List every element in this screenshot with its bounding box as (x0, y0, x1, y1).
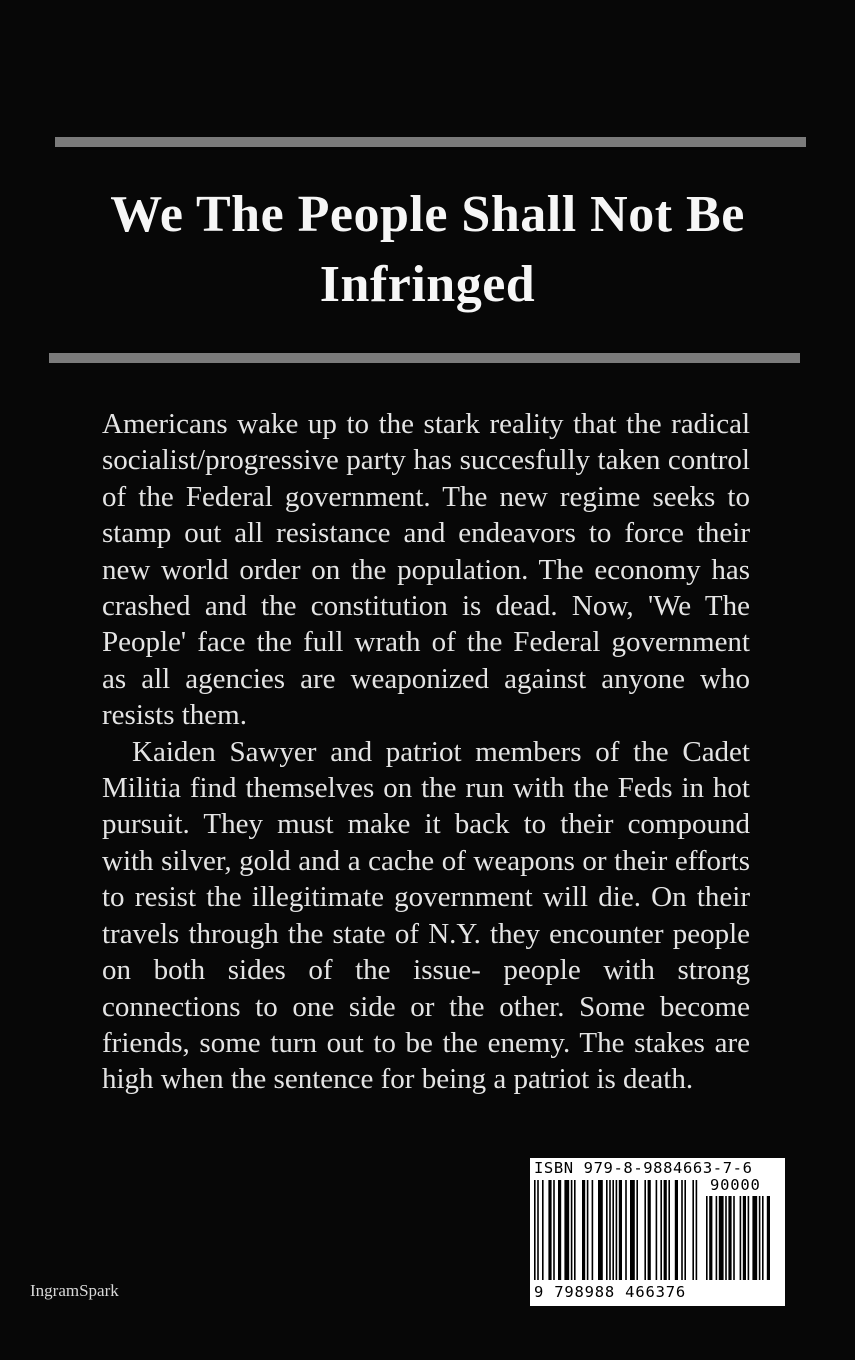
barcode-bar (716, 1196, 718, 1280)
barcode-bar (664, 1180, 667, 1280)
barcode-bar (759, 1196, 761, 1280)
barcode-bar (553, 1180, 555, 1280)
barcode-bar (725, 1196, 727, 1280)
blurb-paragraph: Kaiden Sawyer and patriot members of the Cadet Militia find themselves on the run with the Feds in hot pursuit. They must make it back to their compound with silver, gold and a cache of weapons or their efforts to resist the illegitimate government will die. On their travels through the state of N.Y. they encounter people on both sides of the issue- people with strong connections to one side or the other. Some become friends, some turn out to be the enemy. The stakes are high when the sentence for being a patriot is death. (102, 735, 750, 1096)
barcode-bar (733, 1196, 735, 1280)
ean-barcode-bars (534, 1180, 702, 1284)
barcode-bar (709, 1196, 712, 1280)
bottom-divider-rule (49, 353, 800, 363)
barcode-bar (587, 1180, 589, 1280)
barcode-bar (719, 1196, 724, 1280)
barcode-bar (684, 1180, 686, 1280)
barcode-bar (606, 1180, 608, 1280)
isbn-barcode (530, 1158, 785, 1306)
barcode-bar (548, 1180, 551, 1280)
barcode-bar (616, 1180, 618, 1280)
barcode-bar (574, 1180, 576, 1280)
barcode-bar (692, 1180, 694, 1280)
isbn-label: ISBN 979-8-9884663-7-6 (534, 1159, 753, 1177)
blurb-paragraph: Americans wake up to the stark reality that the radical socialist/progressive party has succesfully taken control of the Federal government. The new regime seeks to stamp out all resistance and endeavors to force their new world order on the population. The economy has crashed and the constitution is dead. Now, 'We The People' face the full wrath of the Federal government as all agencies are weaponized against anyone who resists them. (102, 408, 750, 732)
barcode-bar (609, 1180, 611, 1280)
barcode-bar (625, 1180, 627, 1280)
barcode-bar (558, 1180, 561, 1280)
barcode-bar (598, 1180, 603, 1280)
barcode-bar (592, 1180, 594, 1280)
barcode-bar (681, 1180, 683, 1280)
barcode-bar (767, 1196, 770, 1280)
barcode-bar (696, 1180, 698, 1280)
barcode-bar (748, 1196, 750, 1280)
barcode-bar (743, 1196, 746, 1280)
barcode-bar (660, 1180, 662, 1280)
barcode-bar (630, 1180, 635, 1280)
barcode-bar (619, 1180, 622, 1280)
barcode-bar (728, 1196, 731, 1280)
barcode-bar (534, 1180, 536, 1280)
ean-digits: 9 798988 466376 (534, 1283, 686, 1301)
barcode-bar (706, 1196, 708, 1280)
barcode-bar (542, 1180, 544, 1280)
barcode-bar (644, 1180, 646, 1280)
publisher-name: IngramSpark (30, 1281, 119, 1300)
barcode-bar (582, 1180, 585, 1280)
barcode-bar (762, 1196, 764, 1280)
book-blurb (102, 406, 750, 1098)
addon-barcode-bars (706, 1196, 778, 1300)
barcode-bar (564, 1180, 569, 1280)
barcode-bar (648, 1180, 651, 1280)
barcode-bar (752, 1196, 757, 1280)
top-divider-rule (55, 137, 806, 147)
book-title: We The People Shall Not Be Infringed (110, 186, 745, 313)
price-code: 90000 (710, 1176, 761, 1194)
barcode-bar (537, 1180, 539, 1280)
barcode-bar (740, 1196, 742, 1280)
barcode-bar (668, 1180, 670, 1280)
barcode-bar (656, 1180, 658, 1280)
barcode-bar (636, 1180, 638, 1280)
barcode-bar (571, 1180, 573, 1280)
barcode-bar (675, 1180, 678, 1280)
barcode-bar (612, 1180, 614, 1280)
